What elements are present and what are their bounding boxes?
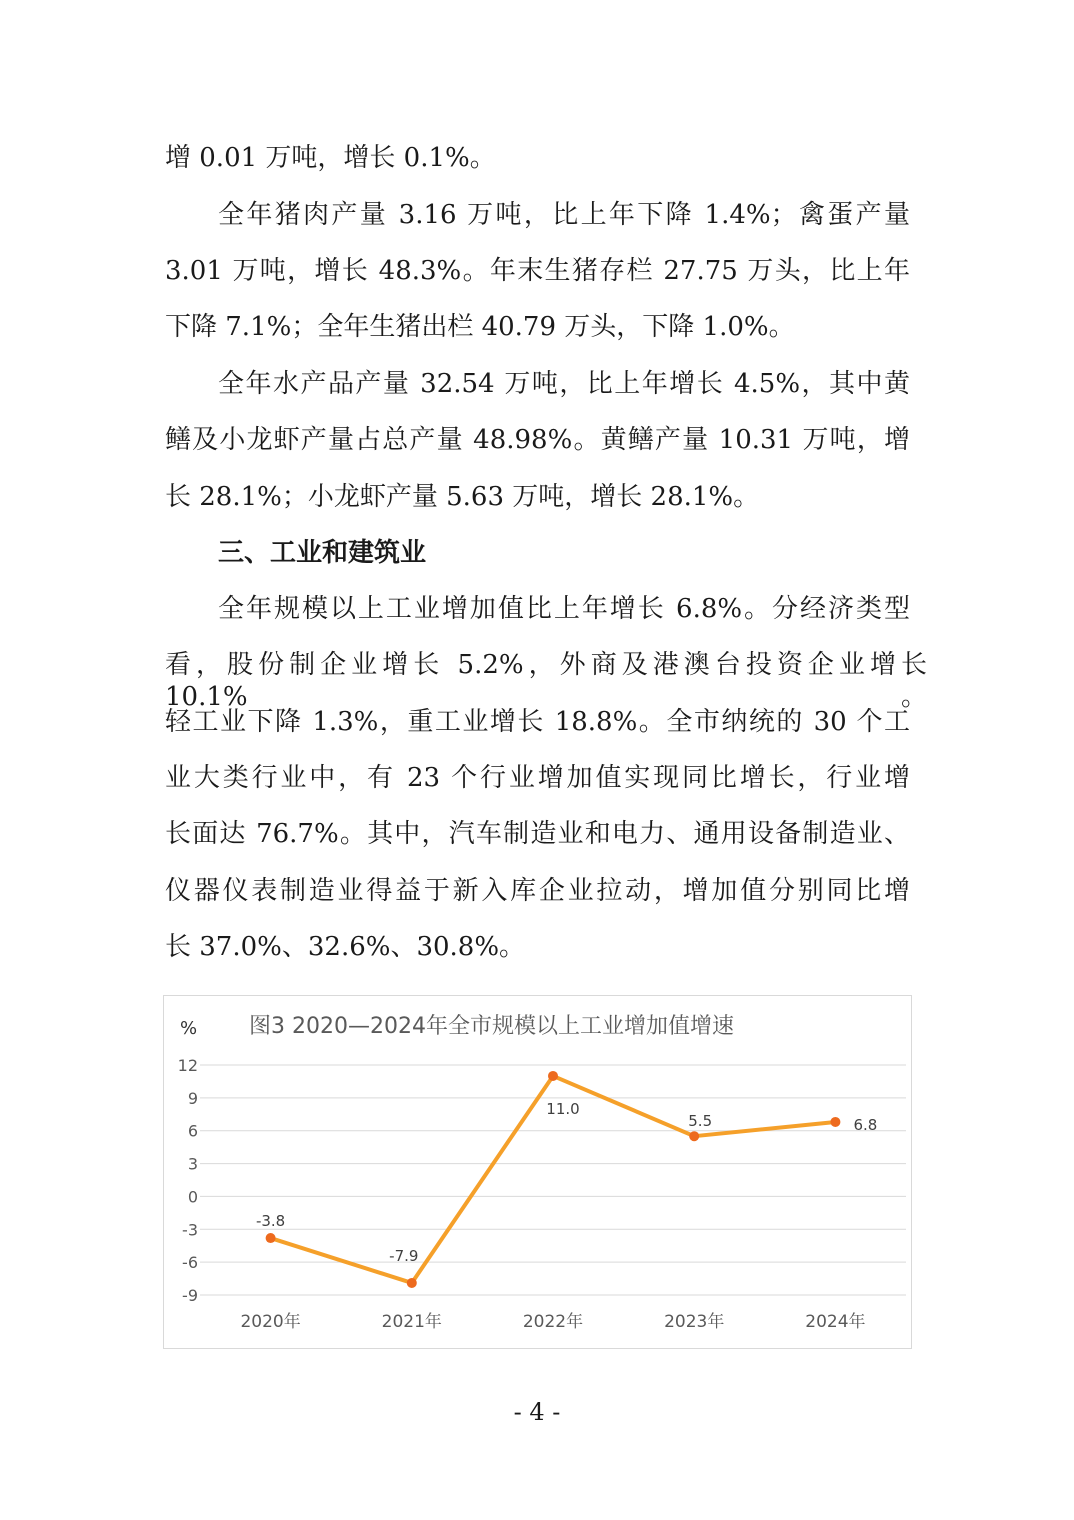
- data-label: 6.8: [853, 1115, 878, 1134]
- section-heading: 三、工业和建筑业: [218, 538, 427, 568]
- text-line: 看，股份制企业增长 5.2%，外商及港澳台投资企业增长 10.1%。: [165, 650, 927, 712]
- chart-title: 图3 2020—2024年全市规模以上工业增加值增速: [249, 1014, 734, 1039]
- x-tick-label: 2020年: [240, 1312, 301, 1332]
- line-chart: [163, 995, 912, 1349]
- y-axis-unit: %: [180, 1018, 198, 1039]
- x-tick-label: 2023年: [664, 1312, 725, 1332]
- data-point: [830, 1117, 840, 1127]
- y-tick-label: -9: [182, 1286, 198, 1305]
- text-line: 业大类行业中，有 23 个行业增加值实现同比增长，行业增: [165, 763, 910, 793]
- y-tick-label: 9: [187, 1088, 198, 1108]
- text-line: 鳝及小龙虾产量占总产量 48.98%。黄鳝产量 10.31 万吨，增: [165, 425, 910, 455]
- text-line: 长面达 76.7%。其中，汽车制造业和电力、通用设备制造业、: [165, 819, 910, 849]
- y-tick-label: -3: [182, 1220, 198, 1240]
- text-line: 增 0.01 万吨，增长 0.1%。: [165, 143, 496, 173]
- data-point: [689, 1131, 699, 1141]
- text-line: 轻工业下降 1.3%，重工业增长 18.8%。全市纳统的 30 个工: [165, 707, 910, 737]
- y-tick-label: 0: [187, 1187, 198, 1207]
- data-point: [407, 1278, 417, 1288]
- text-line: 3.01 万吨，增长 48.3%。年末生猪存栏 27.75 万头，比上年: [165, 256, 910, 286]
- y-tick-label: 6: [187, 1121, 198, 1141]
- data-label: -3.8: [255, 1212, 286, 1231]
- text-line: 长 28.1%；小龙虾产量 5.63 万吨，增长 28.1%。: [165, 482, 760, 512]
- text-line: 全年猪肉产量 3.16 万吨，比上年下降 1.4%；禽蛋产量: [218, 200, 910, 230]
- data-label: 11.0: [546, 1099, 580, 1118]
- data-point: [266, 1233, 276, 1243]
- y-tick-label: -6: [182, 1253, 198, 1273]
- page-number: - 4 -: [513, 1398, 561, 1426]
- text-line: 仪器仪表制造业得益于新入库企业拉动，增加值分别同比增: [165, 876, 910, 906]
- data-label: 5.5: [688, 1112, 713, 1131]
- data-label: -7.9: [389, 1246, 419, 1265]
- text-line: 下降 7.1%；全年生猪出栏 40.79 万头，下降 1.0%。: [165, 312, 795, 342]
- y-tick-label: 12: [177, 1056, 198, 1075]
- y-tick-label: 3: [187, 1154, 198, 1174]
- chart-canvas: [164, 996, 911, 1348]
- data-point: [548, 1071, 558, 1081]
- x-tick-label: 2022年: [522, 1312, 584, 1332]
- x-tick-label: 2021年: [381, 1312, 442, 1332]
- text-line: 长 37.0%、32.6%、30.8%。: [165, 932, 526, 962]
- x-tick-label: 2024年: [805, 1312, 866, 1332]
- text-line: 全年水产品产量 32.54 万吨，比上年增长 4.5%，其中黄: [218, 369, 910, 399]
- text-line: 全年规模以上工业增加值比上年增长 6.8%。分经济类型: [218, 594, 910, 624]
